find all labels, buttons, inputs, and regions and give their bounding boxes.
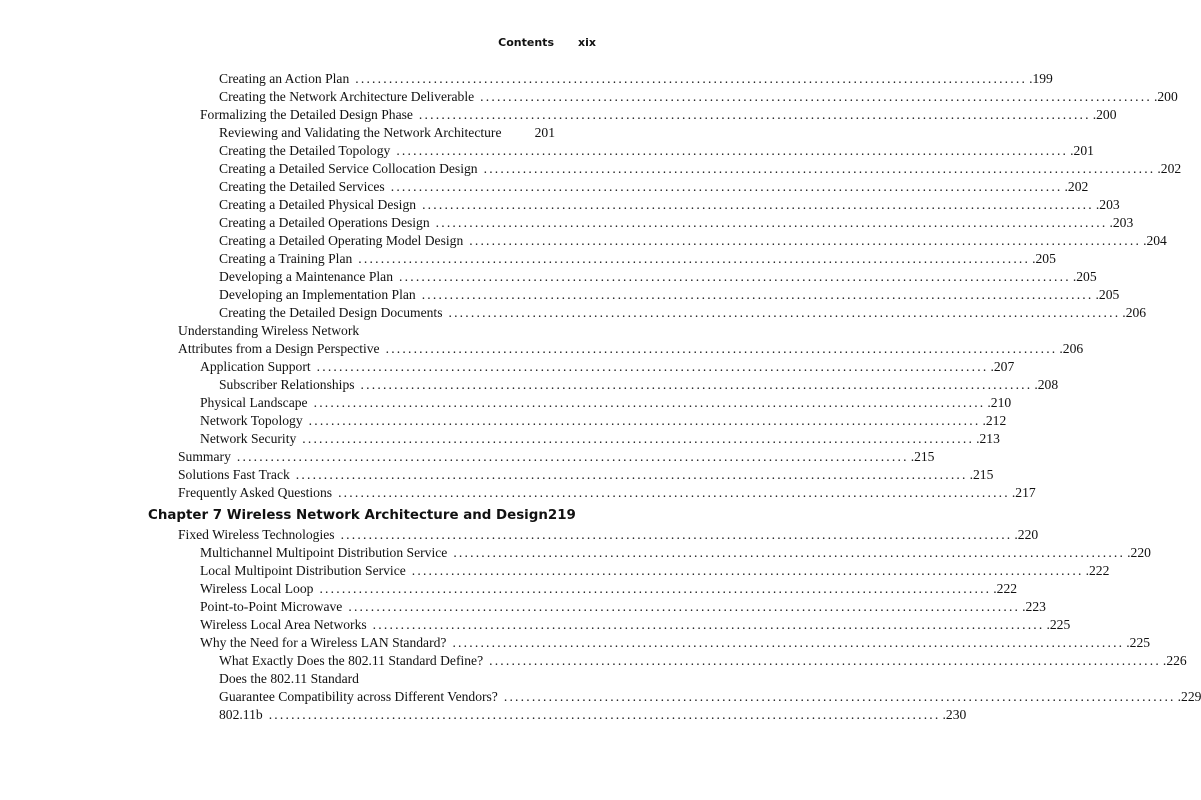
toc-entry[interactable]: Creating the Detailed Topology ........................................................................................................................ .201 — [219, 143, 1094, 158]
toc-entry[interactable]: Network Topology ........................................................................................................................ .212 — [200, 413, 1007, 428]
toc-entry[interactable]: Summary ........................................................................................................................ .215 — [178, 449, 935, 464]
toc-entry[interactable]: Creating a Training Plan ........................................................................................................................ .205 — [219, 251, 1056, 266]
toc-entry[interactable]: What Exactly Does the 802.11 Standard Define? ........................................................................................................................ .226 — [219, 653, 1187, 668]
toc-entry[interactable]: Frequently Asked Questions ........................................................................................................................ .217 — [178, 485, 1036, 500]
toc-entry[interactable]: Subscriber Relationships ........................................................................................................................ .208 — [219, 377, 1059, 392]
toc-entry[interactable]: Creating the Detailed Design Documents ........................................................................................................................ .206 — [219, 305, 1147, 320]
chapter-heading[interactable]: Chapter 7 Wireless Network Architecture and Design 219 — [148, 508, 576, 523]
toc-entry[interactable]: Attributes from a Design Perspective ........................................................................................................................ .206 — [178, 341, 1084, 356]
toc-entry[interactable]: Creating an Action Plan ........................................................................................................................ .199 — [219, 71, 1053, 86]
toc-entry[interactable]: Creating the Network Architecture Deliverable ........................................................................................................................ .200 — [219, 89, 1178, 104]
header-section-title: Contents — [498, 36, 554, 49]
toc-entry[interactable]: Wireless Local Loop ........................................................................................................................ .222 — [200, 581, 1018, 596]
toc-entry[interactable]: 802.11b ........................................................................................................................ .230 — [219, 707, 967, 722]
toc-entry[interactable]: Wireless Local Area Networks ........................................................................................................................ .225 — [200, 617, 1071, 632]
toc-entry[interactable]: Creating a Detailed Operating Model Design ........................................................................................................................ .204 — [219, 233, 1167, 248]
toc-entry[interactable]: Developing an Implementation Plan ........................................................................................................................ .205 — [219, 287, 1120, 302]
toc-entry[interactable]: Developing a Maintenance Plan ........................................................................................................................ .205 — [219, 269, 1097, 284]
toc-entry[interactable]: Guarantee Compatibility across Different Vendors? ........................................................................................................................ .229 — [219, 689, 1201, 704]
toc-entry[interactable]: Application Support ........................................................................................................................ .207 — [200, 359, 1015, 374]
toc-entry[interactable]: Fixed Wireless Technologies ........................................................................................................................ .220 — [178, 527, 1039, 542]
toc-entry[interactable]: Multichannel Multipoint Distribution Service ........................................................................................................................ .220 — [200, 545, 1151, 560]
toc-entry[interactable]: Creating the Detailed Services ........................................................................................................................ .202 — [219, 179, 1089, 194]
toc-entry[interactable]: Formalizing the Detailed Design Phase ........................................................................................................................ .200 — [200, 107, 1117, 122]
toc-entry[interactable]: Physical Landscape ........................................................................................................................ .210 — [200, 395, 1012, 410]
toc-entry[interactable]: Creating a Detailed Service Collocation Design ........................................................................................................................ .202 — [219, 161, 1182, 176]
toc-entry[interactable]: Reviewing and Validating the Network Architecture 201 — [219, 125, 555, 140]
toc-entry[interactable]: Creating a Detailed Physical Design ........................................................................................................................ .203 — [219, 197, 1120, 212]
running-header — [0, 36, 620, 52]
toc-entry[interactable]: Does the 802.11 Standard — [219, 671, 359, 686]
toc-entry[interactable]: Point-to-Point Microwave ........................................................................................................................ .223 — [200, 599, 1046, 614]
header-page-number: xix — [578, 36, 596, 49]
toc-entry[interactable]: Solutions Fast Track ........................................................................................................................ .215 — [178, 467, 994, 482]
toc-entry[interactable]: Why the Need for a Wireless LAN Standard? ........................................................................................................................ .225 — [200, 635, 1151, 650]
toc-entry[interactable]: Local Multipoint Distribution Service ........................................................................................................................ .222 — [200, 563, 1110, 578]
toc-entry[interactable]: Understanding Wireless Network — [178, 323, 360, 338]
toc-entry[interactable]: Network Security ........................................................................................................................ .213 — [200, 431, 1000, 446]
toc-entry[interactable]: Creating a Detailed Operations Design ........................................................................................................................ .203 — [219, 215, 1134, 230]
